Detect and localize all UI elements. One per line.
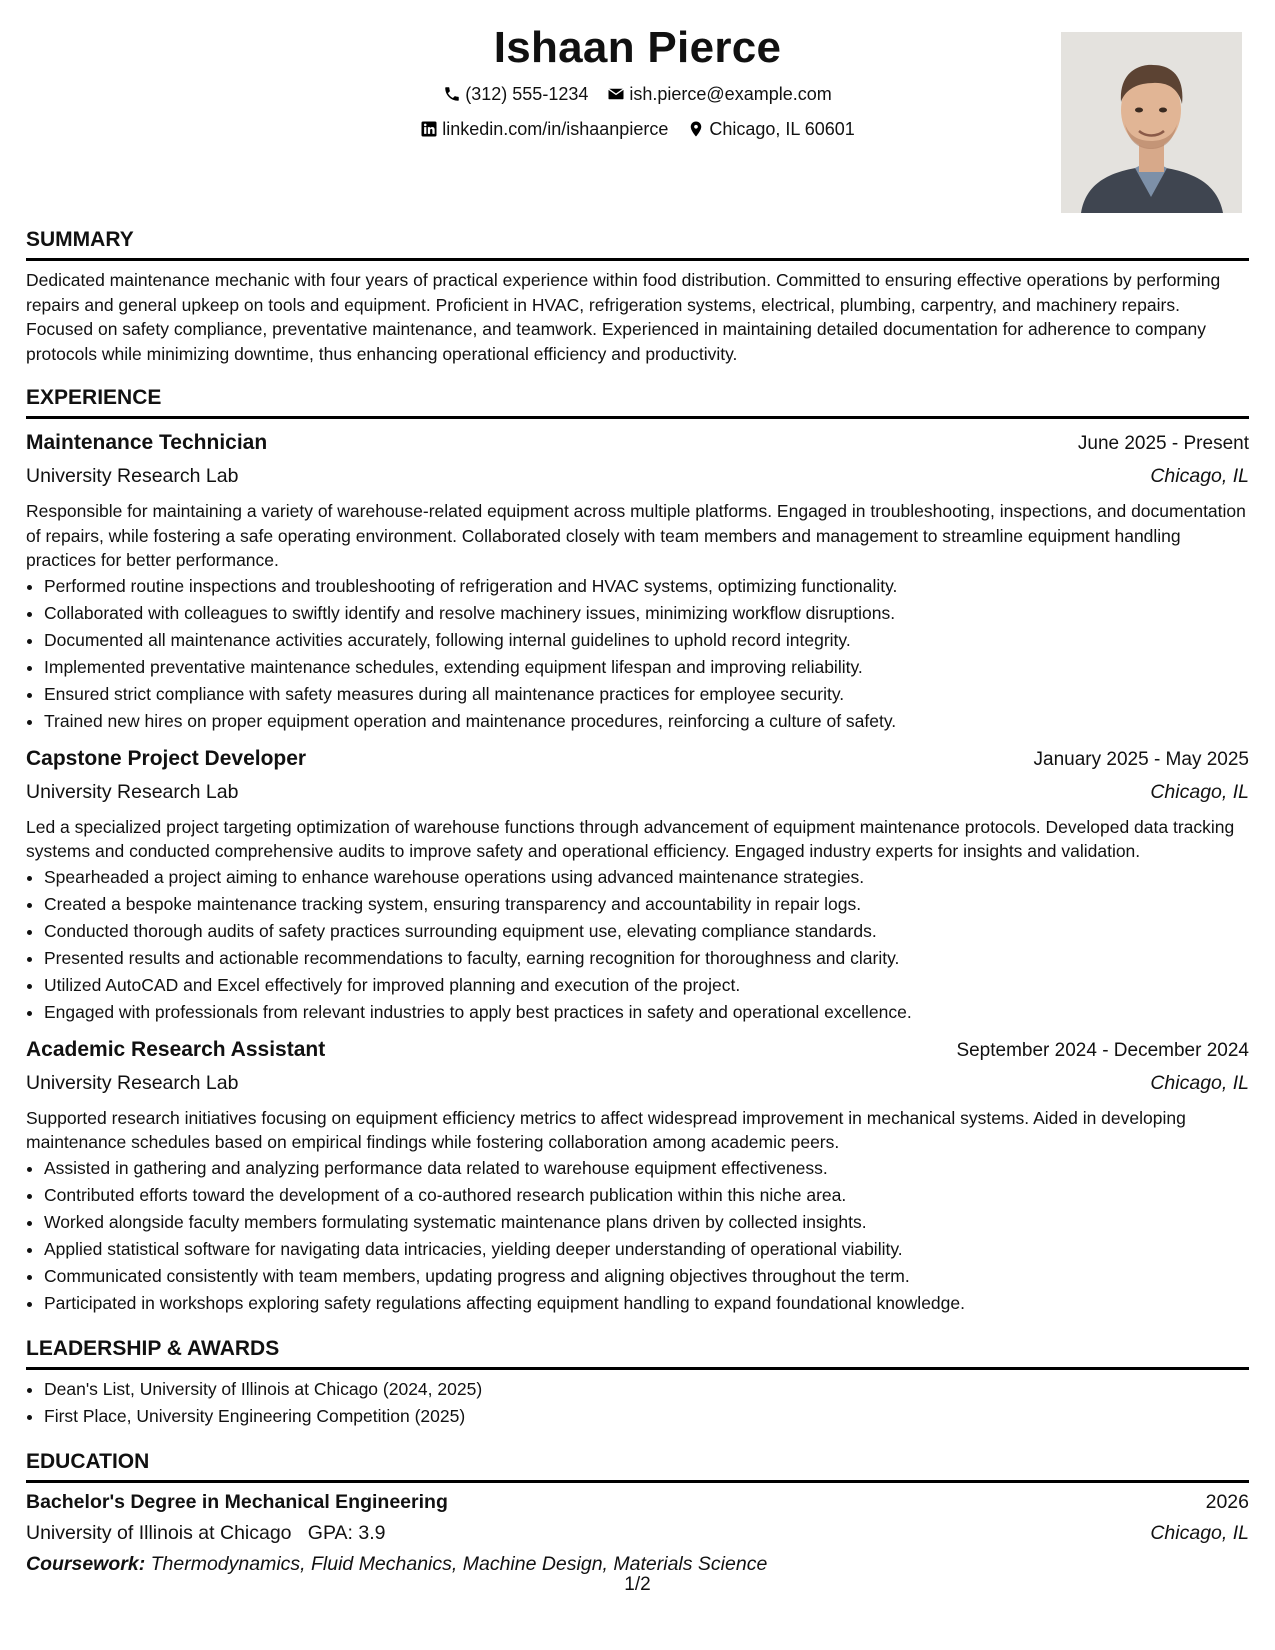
list-item: • Engaged with professionals from relevant industries to apply best practices in safety and operational excellence. [44, 999, 1249, 1026]
list-item: • First Place, University Engineering Competition (2025) [44, 1403, 1249, 1430]
list-item: • Documented all maintenance activities accurately, following internal guidelines to uphold record integrity. [44, 627, 1249, 654]
list-item: • Conducted thorough audits of safety practices surrounding equipment use, elevating compliance standards. [44, 918, 1249, 945]
list-item: • Assisted in gathering and analyzing performance data related to warehouse equipment effectiveness. [44, 1155, 1249, 1182]
map-pin-icon [687, 120, 705, 138]
awards-list [26, 1376, 1249, 1430]
job-description: Responsible for maintaining a variety of warehouse-related equipment across multiple platforms. Engaged in troubleshooting, inspections, and documentation of repairs, while fostering a safe operating environment. Collaborated closely with team members and management to streamline equipment handling practices for better performance. [26, 501, 1246, 570]
phone-contact [443, 78, 588, 110]
linkedin-contact[interactable] [420, 113, 668, 145]
job-dates: June 2025 - Present [1077, 433, 1249, 454]
job-entry [26, 427, 1249, 735]
candidate-name: Ishaan Pierce [493, 23, 782, 72]
graduation-year: 2026 [1205, 1490, 1249, 1513]
experience-section [26, 380, 1249, 1317]
job-title: Maintenance Technician [26, 431, 268, 454]
list-item: • Dean's List, University of Illinois at Chicago (2024, 2025) [44, 1376, 1249, 1403]
job-org-row [26, 776, 1249, 808]
job-bullets [26, 1155, 1249, 1317]
list-item: • Ensured strict compliance with safety measures during all maintenance practices for employee security. [44, 681, 1249, 708]
job-title: Capstone Project Developer [26, 746, 307, 770]
awards-section [26, 1331, 1249, 1430]
education-header [26, 1487, 1249, 1517]
job-org-row [26, 1067, 1249, 1099]
list-item: • Presented results and actionable recommendations to faculty, earning recognition for thoroughness and clarity. [44, 945, 1249, 972]
degree-title: Bachelor's Degree in Mechanical Engineering [26, 1490, 448, 1513]
phone-number: (312) 555-1234 [465, 84, 589, 104]
email-contact[interactable] [607, 78, 831, 110]
job-description: Supported research initiatives focusing on equipment efficiency metrics to affect widespread improvement in mechanical systems. Aided in developing maintenance schedules based on empirical findings while fostering collaboration among academic peers. [26, 1107, 1186, 1152]
list-item: • Worked alongside faculty members formulating systematic maintenance plans driven by collected insights. [44, 1209, 1249, 1236]
portrait-illustration [1061, 32, 1242, 213]
list-item: • Contributed efforts toward the development of a co-authored research publication within this niche area. [44, 1182, 1249, 1209]
job-location: Chicago, IL [1150, 780, 1249, 803]
job-entry [26, 743, 1249, 1026]
summary-section [26, 222, 1249, 366]
job-header [26, 427, 1249, 460]
resume-body [26, 222, 1249, 1593]
list-item: • Applied statistical software for navigating data intricacies, yielding deeper understanding of operational viability. [44, 1236, 1249, 1263]
list-item: • Utilized AutoCAD and Excel effectively for improved planning and execution of the project. [44, 972, 1249, 999]
job-description: Led a specialized project targeting optimization of warehouse functions through advancement of equipment maintenance protocols. Developed data tracking systems and conducted comprehensive audits to improve safety and operational efficiency. Engaged industry experts for insights and validation. [26, 816, 1235, 861]
school-location: Chicago, IL [1150, 1521, 1249, 1544]
job-organization: University Research Lab [26, 780, 239, 803]
section-title-awards: LEADERSHIP & AWARDS [26, 1331, 1249, 1370]
profile-photo [1061, 32, 1242, 213]
coursework-label: Coursework: [26, 1552, 146, 1575]
section-title-education: EDUCATION [26, 1444, 1249, 1483]
section-title-summary: SUMMARY [26, 222, 1249, 261]
page-number: 1/2 [624, 1574, 651, 1595]
linkedin-url[interactable]: linkedin.com/in/ishaanpierce [442, 119, 669, 139]
job-location: Chicago, IL [1150, 465, 1249, 487]
email-address[interactable]: ish.pierce@example.com [629, 84, 832, 104]
job-organization: University Research Lab [26, 465, 239, 487]
school-and-gpa: University of Illinois at Chicago GPA: 3.9 [26, 1521, 386, 1544]
job-organization: University Research Lab [26, 1071, 239, 1094]
job-dates: September 2024 - December 2024 [956, 1039, 1249, 1061]
list-item: • Collaborated with colleagues to swiftly identify and resolve machinery issues, minimizing workflow disruptions. [44, 600, 1249, 627]
list-item: • Participated in workshops exploring safety regulations affecting equipment handling to expand foundational knowledge. [44, 1290, 1249, 1317]
job-entry [26, 1034, 1249, 1317]
list-item: • Created a bespoke maintenance tracking system, ensuring transparency and accountability in repair logs. [44, 891, 1249, 918]
list-item: • Implemented preventative maintenance schedules, extending equipment lifespan and improving reliability. [44, 654, 1249, 681]
job-header [26, 743, 1249, 776]
job-header [26, 1034, 1249, 1067]
summary-text: Dedicated maintenance mechanic with four years of practical experience within food distribution. Committed to ensuring effective operations by performing repairs and general upkeep on tools and equipment. Proficient in HVAC, refrigeration systems, electrical, plumbing, carpentry, and machinery repairs. Focused on safety compliance, preventative maintenance, and teamwork. Experienced in maintaining detailed documentation for adherence to company protocols while minimizing downtime, thus enhancing operational efficiency and productivity. [26, 270, 1221, 364]
education-school-row [26, 1517, 1249, 1549]
list-item: • Communicated consistently with team members, updating progress and aligning objectives throughout the term. [44, 1263, 1249, 1290]
job-org-row [26, 460, 1249, 492]
phone-icon [443, 85, 461, 103]
location-contact [687, 113, 854, 145]
job-bullets [26, 573, 1249, 735]
job-location: Chicago, IL [1150, 1071, 1249, 1094]
job-title: Academic Research Assistant [26, 1037, 326, 1061]
location-text: Chicago, IL 60601 [709, 119, 855, 139]
education-section [26, 1444, 1249, 1579]
job-dates: January 2025 - May 2025 [1033, 748, 1249, 770]
linkedin-icon [420, 120, 438, 138]
list-item: • Performed routine inspections and troubleshooting of refrigeration and HVAC systems, optimizing functionality. [44, 573, 1249, 600]
envelope-icon [607, 85, 625, 103]
list-item: • Spearheaded a project aiming to enhance warehouse operations using advanced maintenance strategies. [44, 864, 1249, 891]
coursework-list: Thermodynamics, Fluid Mechanics, Machine Design, Materials Science [150, 1552, 768, 1575]
list-item: • Trained new hires on proper equipment operation and maintenance procedures, reinforcing a culture of safety. [44, 708, 1249, 735]
section-title-experience: EXPERIENCE [26, 380, 1249, 419]
job-bullets [26, 864, 1249, 1026]
